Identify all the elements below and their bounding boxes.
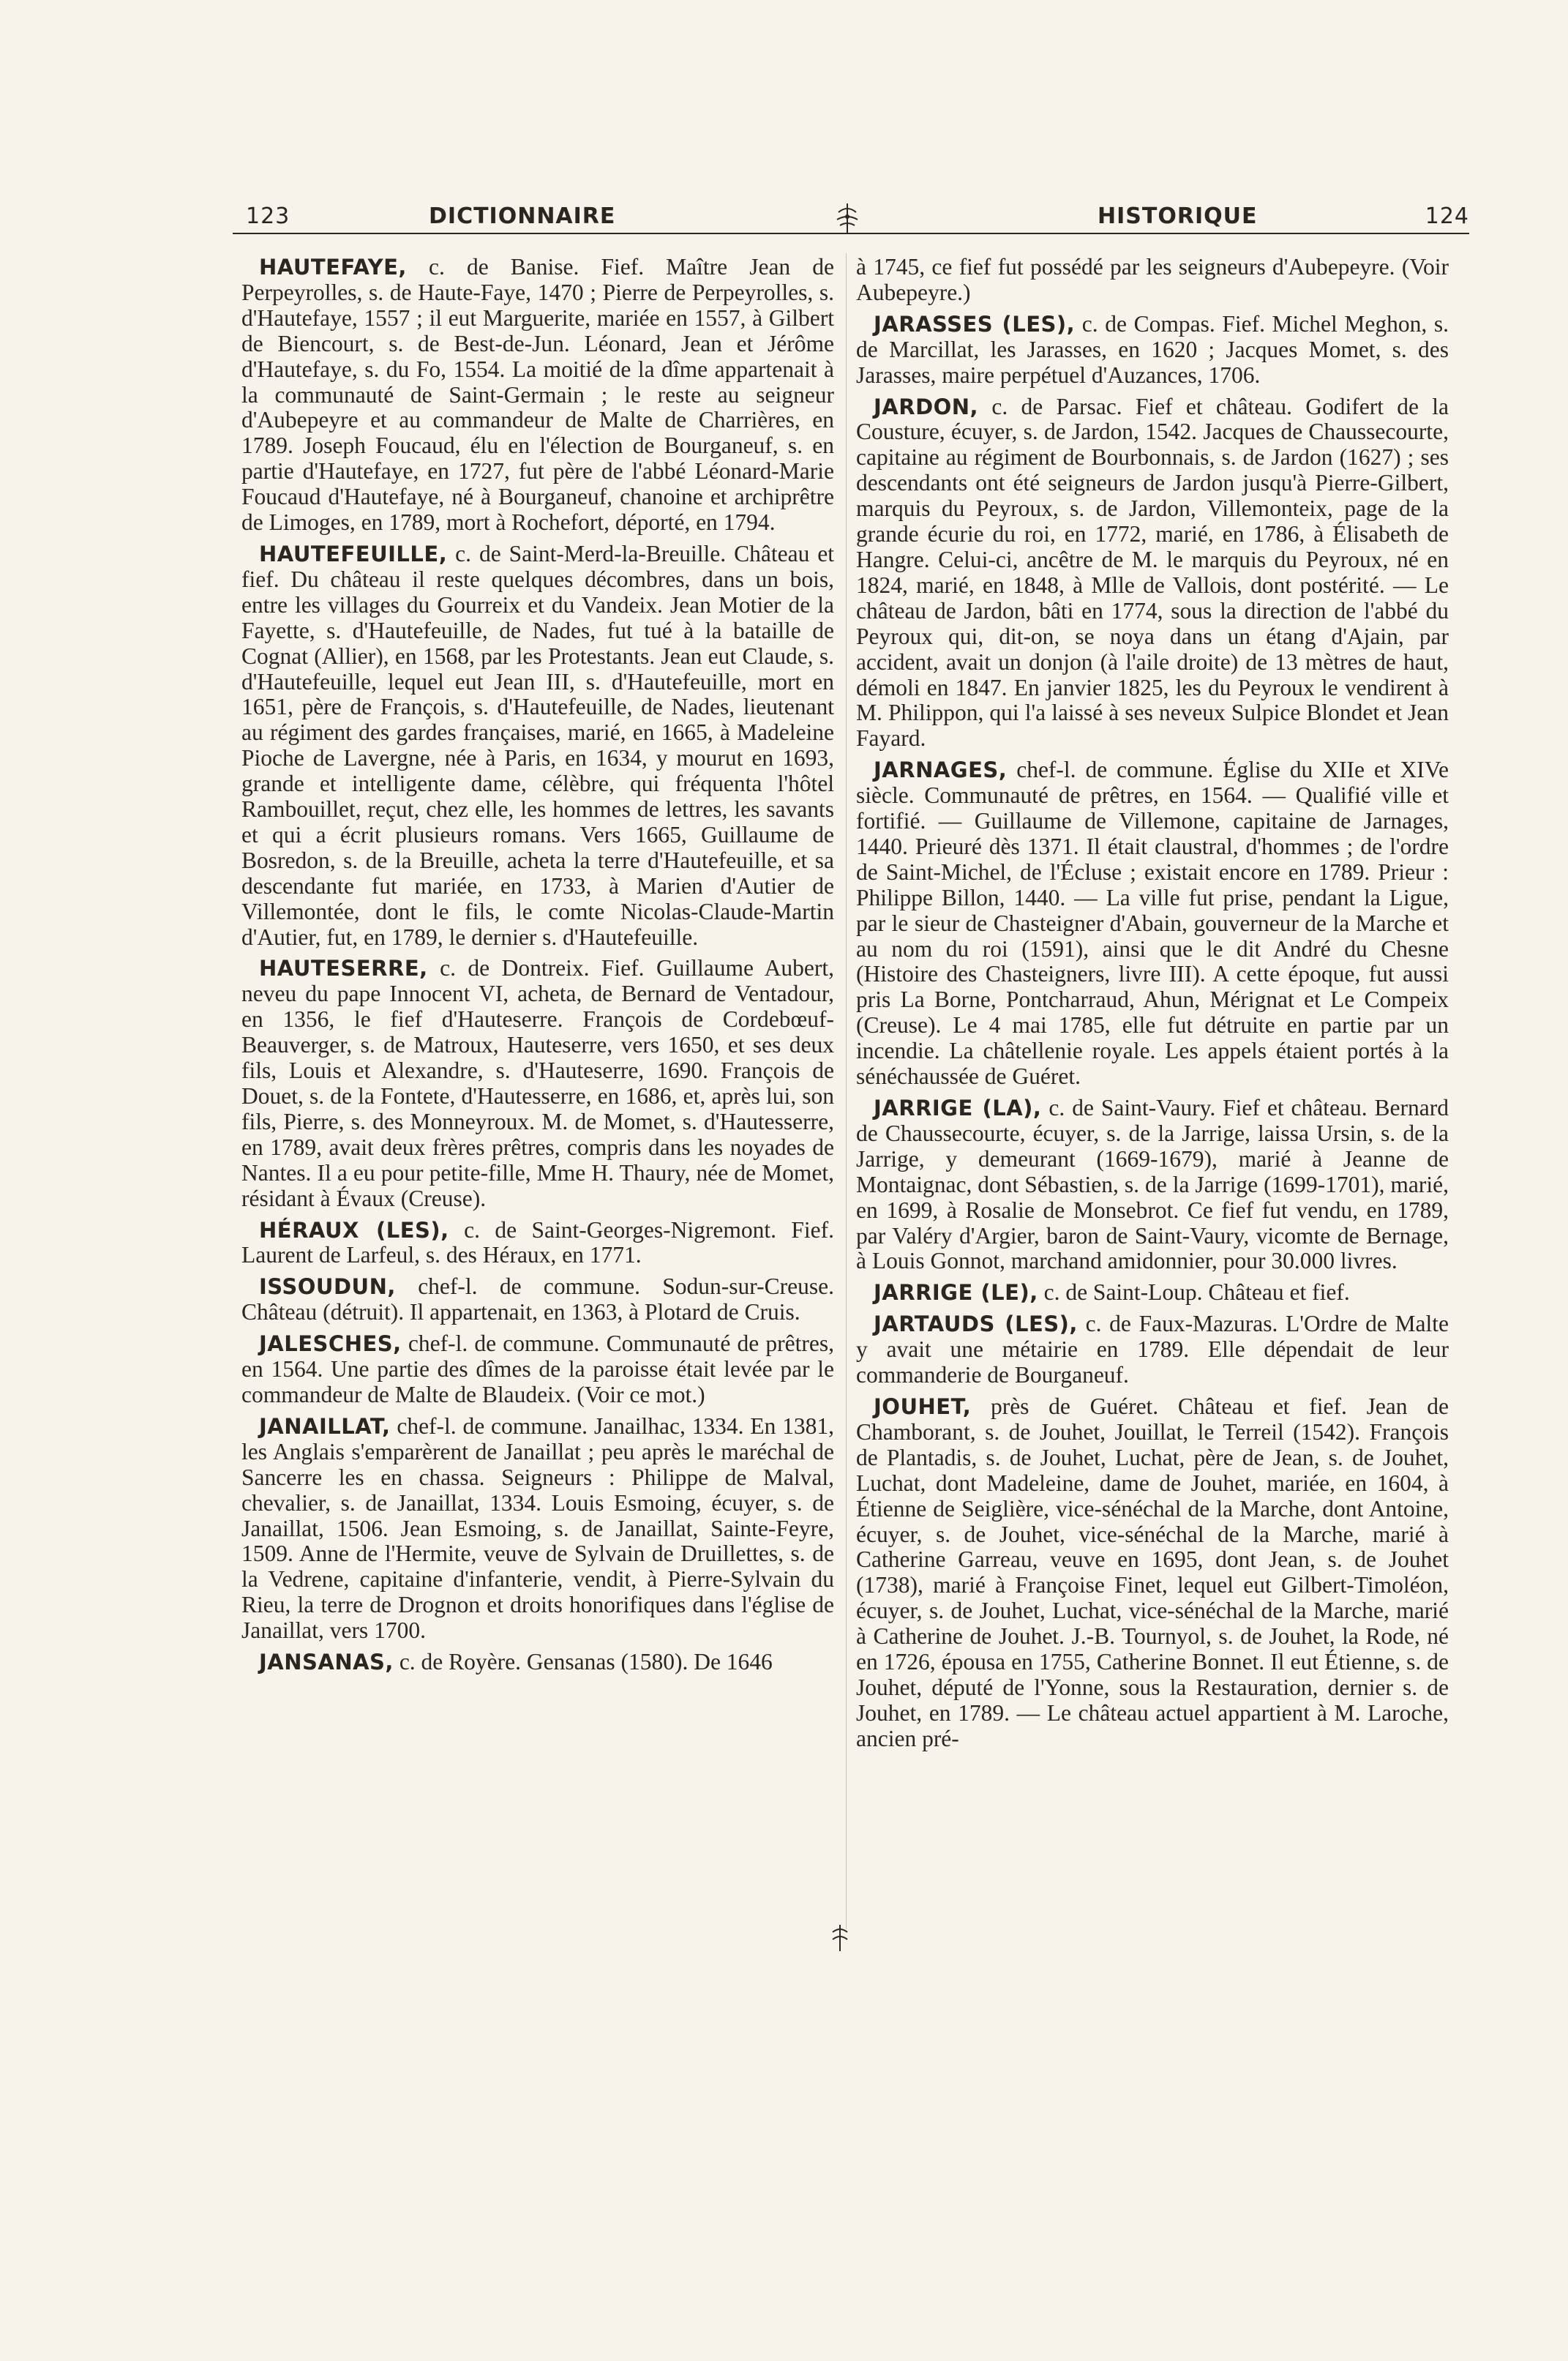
dictionary-entry [241, 1274, 834, 1325]
entry-text: c. de Parsac. Fief et château. Godifert de la Cousture, écuyer, s. de Jardon, 1542. Jacques de Chaussecourte, capitaine au régiment de Bourbonnais, s. de Jardon (1627) ; ses descendants ont été seigneurs de Jardon jusqu'à Pierre-Gilbert, marquis du Peyroux, s. de Jardon, Villemonteix, page de la grande écurie du roi, en 1772, marié, en 1786, à Élisabeth de Hangre. Celui-ci, ancêtre de M. le marquis du Peyroux, né en 1824, marié, en 1848, à Mlle de Vallois, dont postérité. — Le château de Jardon, bâti en 1774, sous la direction de l'abbé du Peyroux qui, dit-on, se noya dans un étang d'Ajain, par accident, avait un donjon (à l'aile droite) de 13 mètres de haut, démoli en 1847. En janvier 1825, les du Peyroux le vendirent à M. Philippon, qui l'a laissé à ses neveux Sulpice Blondet et Jean Fayard. [856, 393, 1449, 752]
entry-headword: JALESCHES, [259, 1331, 402, 1357]
entry-text: chef-l. de commune. Église du XIIe et XIVe siècle. Communauté de prêtres, en 1564. — Qualifié ville et fortifié. — Guillaume de Villemone, capitaine de Jarnages, 1440. Prieuré dès 1371. Il était claustral, d'hommes ; de l'ordre de Saint-Michel, de l'Écluse ; existait encore en 1789. Prieur : Philippe Billon, 1440. — La ville fut prise, pendant la Ligue, par le sieur de Chasteigner d'Abain, gouverneur de la Marche et au nom du roi (1591), ainsi que le dit André du Chesne (Histoire des Chasteigners, livre III). A cette époque, fut aussi pris La Borne, Pontcharraud, Ahun, Mérignat et Le Compeix (Creuse). Le 4 mai 1785, elle fut détruite en partie par un incendie. La châtellenie royale. Les appels étaient portés à la sénéchaussée de Guéret. [856, 757, 1449, 1090]
entry-headword: JANAILLAT, [259, 1413, 391, 1439]
entry-headword: HÉRAUX (LES), [259, 1217, 449, 1243]
dictionary-entry [241, 1650, 834, 1675]
dictionary-entry [241, 255, 834, 536]
dictionary-entry [856, 312, 1449, 389]
fleuron-ornament-icon [833, 202, 862, 234]
entry-headword: JARASSES (LES), [874, 311, 1076, 337]
entry-text: c. de Saint-Merd-la-Breuille. Château et fief. Du château il reste quelques décombres, dans un bois, entre les villages du Gourreix et du Vandeix. Jean Motier de la Fayette, s. d'Hautefeuille, de Nades, fut tué à la bataille de Cognat (Allier), en 1568, par les Protestants. Jean eut Claude, s. d'Hautefeuille, lequel eut Jean III, s. d'Hautefeuille, mort en 1651, père de François, s. d'Hautefeuille, de Nades, lieutenant au régiment des gardes françaises, marié, en 1665, à Madeleine Pioche de Lavergne, née à Paris, en 1634, y mourut en 1693, grande et intelligente dame, célèbre, qui fréquenta l'hôtel Rambouillet, reçut, chez elle, les hommes de lettres, les savants et qui a écrit plusieurs romans. Vers 1665, Guillaume de Bosredon, s. de la Breuille, acheta la terre d'Hautefeuille, et sa descendante fut mariée, en 1733, à Marien d'Autier de Villemontée, dont le fils, le comte Nicolas-Claude-Martin d'Autier, fut, en 1789, le dernier s. d'Hautefeuille. [241, 540, 834, 950]
entry-headword: JARNAGES, [874, 757, 1008, 783]
dictionary-entry [856, 757, 1449, 1090]
entry-headword: JOUHET, [874, 1393, 972, 1419]
entry-headword: HAUTEFEUILLE, [259, 541, 448, 566]
column-divider [846, 253, 847, 1929]
page-number-right: 124 [1425, 203, 1469, 229]
entry-text: c. de Saint-Vaury. Fief et château. Bernard de Chaussecourte, écuyer, s. de la Jarrige, laissa Ursin, s. de la Jarrige, y demeurant (1669-1679), marié à Jeanne de Montaignac, dont Sébastien, s. de la Jarrige (1699-1701), marié, en 1699, à Rosalie de Monsebrot. Ce fief fut vendu, en 1789, par Valéry d'Argier, baron de Saint-Vaury, vicomte de Bernage, à Louis Gonnot, marchand amidonnier, pour 30.000 livres. [856, 1095, 1449, 1274]
entry-headword: JARRIGE (LE), [874, 1280, 1038, 1306]
running-title-right: HISTORIQUE [1098, 203, 1258, 229]
entry-text: chef-l. de commune. Janailhac, 1334. En 1381, les Anglais s'emparèrent de Janaillat ; peu après le maréchal de Sancerre les en chassa. Seigneurs : Philippe de Malval, chevalier, s. de Janaillat, 1334. Louis Esmoing, écuyer, s. de Janaillat, 1506. Jean Esmoing, s. de Janaillat, Sainte-Feyre, 1509. Anne de l'Hermite, veuve de Sylvain de Druillettes, s. de la Vedrene, capitaine d'infanterie, vendit, à Pierre-Sylvain du Rieu, la terre de Drognon et droits honorifiques dans l'église de Janaillat, vers 1700. [241, 1413, 834, 1644]
entry-text: c. de Royère. Gensanas (1580). De 1646 [393, 1649, 773, 1675]
page-number-left: 123 [246, 203, 290, 229]
dictionary-entry [241, 956, 834, 1211]
dictionary-entry [856, 1096, 1449, 1274]
header-rule [233, 233, 1469, 234]
dictionary-entry [856, 1280, 1449, 1306]
entry-text: chef-l. de commune. Sodun-sur-Creuse. Château (détruit). Il appartenait, en 1363, à Plotard de Cruis. [241, 1273, 834, 1325]
dictionary-entry [241, 542, 834, 951]
entry-headword: JARDON, [874, 394, 979, 419]
right-column [856, 255, 1449, 1758]
running-title-left: DICTIONNAIRE [429, 203, 616, 229]
dictionary-entry [856, 1394, 1449, 1752]
entry-headword: JARRIGE (LA), [874, 1096, 1042, 1120]
entry-text: à 1745, ce fief fut possédé par les seigneurs d'Aubepeyre. (Voir Aubepeyre.) [856, 254, 1449, 305]
entry-text: c. de Saint-Georges-Nigremont. Fief. Laurent de Larfeul, s. des Héraux, en 1771. [241, 1216, 834, 1268]
entry-headword: JANSANAS, [259, 1650, 394, 1675]
left-column [241, 255, 834, 1681]
entry-text: chef-l. de commune. Communauté de prêtres, en 1564. Une partie des dîmes de la paroisse était levée par le commandeur de Malte de Blaudeix. (Voir ce mot.) [241, 1331, 834, 1407]
dictionary-entry [241, 1414, 834, 1644]
entry-headword: HAUTEFAYE, [259, 255, 407, 280]
dictionary-entry [241, 1218, 834, 1269]
entry-text: c. de Compas. Fief. Michel Meghon, s. de Marcillat, les Jarasses, en 1620 ; Jacques Momet, s. des Jarasses, maire perpétuel d'Auzances, 1706. [856, 310, 1449, 388]
dictionary-entry [856, 1312, 1449, 1388]
dictionary-entry [241, 1331, 834, 1408]
entry-text: c. de Faux-Mazuras. L'Ordre de Malte y avait une métairie en 1789. Elle dépendait de leur commanderie de Bourganeuf. [856, 1311, 1449, 1388]
entry-text: c. de Banise. Fief. Maître Jean de Perpeyrolles, s. de Haute-Faye, 1470 ; Pierre de Perpeyrolles, s. d'Hautefaye, 1557 ; il eut Marguerite, mariée en 1557, à Gilbert de Biencourt, s. de Best-de-Jun. Léonard, Jean et Jérôme d'Hautefaye, s. du Fo, 1554. La moitié de la dîme appartenait à la communauté de Saint-Germain ; le reste au seigneur d'Aubepeyre et au commandeur de Malte de Charrières, en 1789. Joseph Foucaud, élu en l'élection de Bourganeuf, s. en partie d'Hautefaye, en 1727, fut père de l'abbé Léonard-Marie Foucaud d'Hautefaye, né à Bourganeuf, chanoine et archiprêtre de Limoges, en 1789, mort à Rochefort, déporté, en 1794. [241, 254, 834, 536]
fleuron-bottom-icon [828, 1923, 852, 1953]
dictionary-entry [856, 394, 1449, 752]
entry-headword: JARTAUDS (LES), [874, 1312, 1078, 1337]
entry-headword: ISSOUDUN, [259, 1274, 396, 1300]
entry-text: c. de Dontreix. Fief. Guillaume Aubert, neveu du pape Innocent VI, acheta, de Bernard de Ventadour, en 1356, le fief d'Hauteserre. François de Cordebœuf-Beauverger, s. de Matroux, Hauteserre, vers 1650, et ses deux fils, Louis et Alexandre, s. d'Hauteserre, 1690. François de Douet, s. de la Fontete, d'Hautesserre, en 1686, et, après lui, son fils, Pierre, s. des Monneyroux. M. de Momet, s. d'Hautesserre, en 1789, avait deux frères prêtres, compris dans les noyades de Nantes. Il a eu pour petite-fille, Mme H. Thaury, née de Momet, résidant à Évaux (Creuse). [241, 955, 834, 1211]
entry-text: près de Guéret. Château et fief. Jean de Chamborant, s. de Jouhet, Jouillat, le Terreil (1542). François de Plantadis, s. de Jouhet, Luchat, père de Jean, s. de Jouhet, Luchat, dont Madeleine, dame de Jouhet, mariée, en 1604, à Étienne de Seiglière, vice-sénéchal de la Marche, dont Antoine, écuyer, s. de Jouhet, vice-sénéchal de la Marche, marié à Catherine Garreau, veuve en 1695, dont Jean, s. de Jouhet (1738), marié à Françoise Finet, lequel eut Gilbert-Timoléon, écuyer, s. de Jouhet, Luchat, vice-sénéchal de la Marche, marié à Catherine de Jouhet. J.-B. Tournyol, s. de Jouhet, la Rode, né en 1726, épousa en 1755, Catherine Bonnet. Il eut Étienne, s. de Jouhet, député de l'Yonne, sous la Restauration, dernier s. de Jouhet, en 1789. — Le château actuel appartient à M. Laroche, ancien pré- [856, 1393, 1449, 1751]
entry-text: c. de Saint-Loup. Château et fief. [1038, 1279, 1350, 1306]
dictionary-entry [856, 255, 1449, 306]
entry-headword: HAUTESERRE, [259, 956, 428, 981]
